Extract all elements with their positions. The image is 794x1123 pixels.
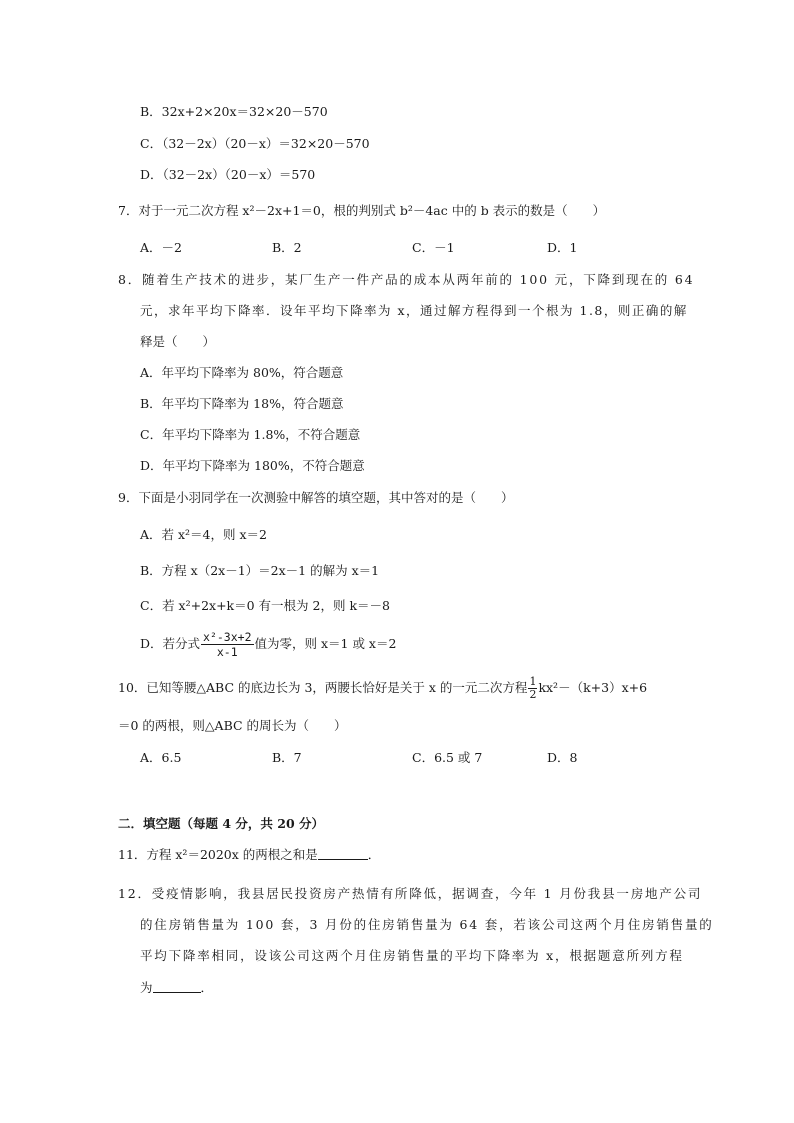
- q10-fraction: [528, 676, 537, 701]
- q10-option-d: D．8: [547, 750, 578, 765]
- q8-option-c: C．年平均下降率为 1.8%，不符合题意: [140, 427, 361, 442]
- q12-line-3: 平均下降率相同，设该公司这两个月住房销售量的平均下降率为 x，根据题意所列方程: [140, 948, 684, 963]
- q6-option-c: C．（32－2x）（20－x）＝32×20－570: [140, 136, 370, 151]
- q8-stem-line-2: 元，求年平均下降率．设年平均下降率为 x，通过解方程得到一个根为 1.8，则正确的解: [140, 303, 688, 318]
- q12-line-4-suffix: ．: [200, 980, 214, 995]
- q9-fraction-numerator: x²-3x+2: [203, 630, 252, 644]
- q10-option-b: B．7: [272, 750, 302, 765]
- q7-option-b: B．2: [272, 240, 302, 255]
- q9-stem: 9．下面是小羽同学在一次测验中解答的填空题，其中答对的是（ ）: [118, 490, 514, 505]
- q10-stem-prefix: 10．已知等腰△ABC 的底边长为 3，两腰长恰好是关于 x 的一元二次方程: [118, 680, 528, 695]
- q10-stem-line-2: ＝0 的两根，则△ABC 的周长为（ ）: [118, 718, 347, 733]
- q11-stem: [118, 847, 380, 863]
- q11-stem-prefix: 11．方程 x²＝2020x 的两根之和是: [118, 847, 318, 862]
- section-fill-in-title: 二．填空题（每题 4 分，共 20 分）: [118, 816, 325, 831]
- q12-line-4: [140, 980, 213, 996]
- q9-option-d-suffix: 值为零，则 x＝1 或 x＝2: [254, 636, 397, 651]
- q8-stem-line-3: 释是（ ）: [140, 334, 216, 349]
- q7-option-a: A．－2: [140, 240, 182, 255]
- q9-option-b: B．方程 x（2x－1）＝2x－1 的解为 x＝1: [140, 563, 380, 578]
- q9-option-d-fraction: [201, 630, 253, 659]
- q12-line-2: 的住房销售量为 100 套，3 月份的住房销售量为 64 套，若该公司这两个月住房销售量的: [140, 917, 714, 932]
- q10-stem-line-1: [118, 676, 647, 701]
- q7-option-c: C．－1: [412, 240, 455, 255]
- q11-answer-blank[interactable]: [318, 847, 368, 860]
- q9-fraction-denominator: x-1: [216, 645, 238, 659]
- q10-fraction-denominator: 2: [529, 688, 537, 701]
- q8-option-a: A．年平均下降率为 80%，符合题意: [140, 365, 344, 380]
- q7-option-d: D．1: [547, 240, 578, 255]
- q8-stem-line-1: 8．随着生产技术的进步，某厂生产一件产品的成本从两年前的 100 元，下降到现在的 64: [118, 272, 695, 287]
- q10-stem-suffix: kx²－（k+3）x+6: [538, 680, 648, 695]
- q9-option-d: [140, 630, 396, 659]
- q11-stem-suffix: ．: [367, 847, 381, 862]
- q8-option-d: D．年平均下降率为 180%，不符合题意: [140, 458, 365, 473]
- q12-line-4-prefix: 为: [140, 980, 153, 995]
- q10-option-c: C．6.5 或 7: [412, 750, 483, 765]
- q10-fraction-numerator: 1: [529, 675, 537, 688]
- q6-option-b: B．32x+2×20x＝32×20－570: [140, 104, 328, 119]
- q9-option-d-prefix: D．若分式: [140, 636, 201, 651]
- q7-stem: 7．对于一元二次方程 x²－2x+1＝0，根的判别式 b²－4ac 中的 b 表示的数是（ ）: [118, 203, 606, 218]
- q10-option-a: A．6.5: [140, 750, 182, 765]
- q6-option-d: D．（32－2x）（20－x）＝570: [140, 167, 316, 182]
- q12-line-1: 12．受疫情影响，我县居民投资房产热情有所降低，据调查，今年 1 月份我县一房地产公司: [118, 886, 703, 901]
- q9-option-a: A．若 x²＝4，则 x＝2: [140, 527, 267, 542]
- q9-option-c: C．若 x²+2x+k＝0 有一根为 2，则 k＝－8: [140, 598, 390, 613]
- q12-answer-blank[interactable]: [153, 980, 201, 993]
- q8-option-b: B．年平均下降率为 18%，符合题意: [140, 396, 344, 411]
